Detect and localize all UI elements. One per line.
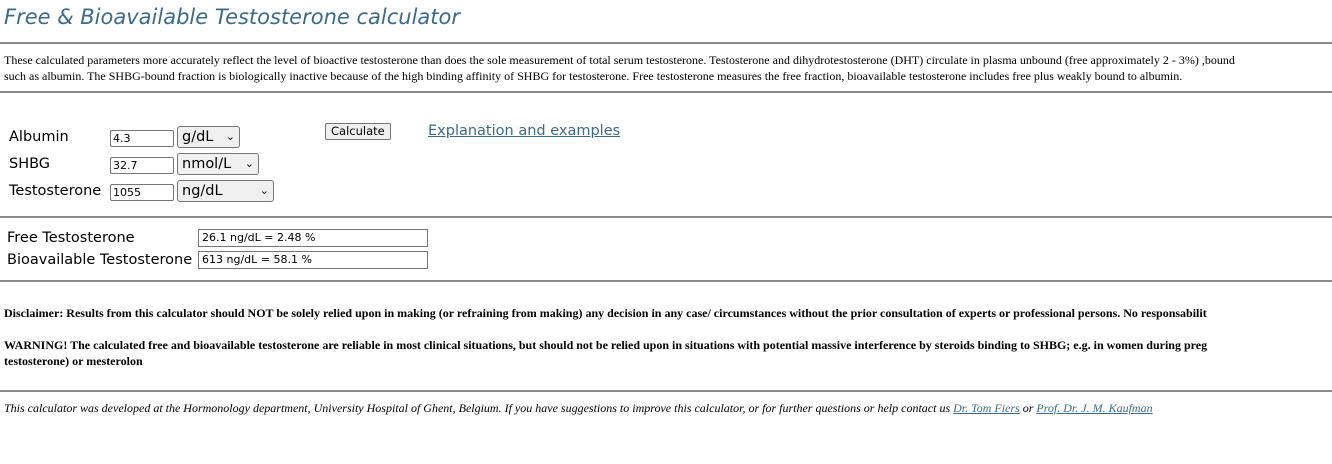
contact-link-kaufman[interactable]: Prof. Dr. J. M. Kaufman <box>1036 401 1153 415</box>
divider <box>0 42 1332 44</box>
shbg-unit-value: nmol/L <box>182 156 232 172</box>
shbg-input[interactable]: 32.7 <box>110 157 174 174</box>
bioavailable-testosterone-output: 613 ng/dL = 58.1 % <box>198 251 428 269</box>
divider <box>0 91 1332 93</box>
footer-credit <box>4 401 1153 416</box>
footer-or: or <box>1022 401 1034 415</box>
warning-line: testosterone) or mesterolon <box>4 354 143 368</box>
intro-line: such as albumin. The SHBG-bound fraction is biologically inactive because of the high binding affinity of SHBG for testosterone. Free testosterone measures the free fraction, bioavailable testosterone includes free plus weakly bound to albumin. <box>4 69 1183 83</box>
albumin-input[interactable]: 4.3 <box>110 130 174 147</box>
intro-line: These calculated parameters more accurately reflect the level of bioactive testosterone than does the sole measurement of total serum testosterone. Testosterone and dihydrotestosterone (DHT) circulate in plasma unbound (free approximately 2 - 3%) ,bound <box>4 53 1235 67</box>
chevron-down-icon: ⌄ <box>259 184 269 197</box>
warning-line: WARNING! The calculated free and bioavailable testosterone are reliable in most clinical situations, but should not be relied upon in situations with potential massive interference by steroids binding to SHBG; e.g. in women during preg <box>4 338 1208 352</box>
chevron-down-icon: ⌄ <box>244 157 254 170</box>
explanation-link[interactable]: Explanation and examples <box>428 123 621 139</box>
albumin-unit-select[interactable] <box>177 126 240 148</box>
intro-text <box>4 52 1332 84</box>
page-title: Free & Bioavailable Testosterone calculator <box>4 5 461 29</box>
disclaimer-text: Disclaimer: Results from this calculator should NOT be solely relied upon in making (or refraining from making) any decision in any case/ circumstances without the prior consultation of experts or professional persons. No responsabilit <box>4 306 1207 320</box>
albumin-unit-value: g/dL <box>182 129 214 145</box>
footer-text: This calculator was developed at the Hormonology department, University Hospital of Ghent, Belgium. If you have suggestions to improve this calculator, or for further questions or help contact us <box>4 401 951 415</box>
testosterone-label: Testosterone <box>9 183 102 199</box>
free-testosterone-label: Free Testosterone <box>7 230 135 246</box>
albumin-label: Albumin <box>9 129 69 145</box>
free-testosterone-output: 26.1 ng/dL = 2.48 % <box>198 229 428 247</box>
bioavailable-testosterone-label: Bioavailable Testosterone <box>7 252 193 268</box>
divider <box>0 280 1332 282</box>
warning-text <box>4 337 1207 369</box>
contact-link-fiers[interactable]: Dr. Tom Fiers <box>953 401 1020 415</box>
shbg-label: SHBG <box>9 156 51 172</box>
calculate-button[interactable]: Calculate <box>325 123 391 140</box>
divider <box>0 216 1332 218</box>
testosterone-unit-value: ng/dL <box>182 183 223 199</box>
chevron-down-icon: ⌄ <box>225 130 235 143</box>
divider <box>0 390 1332 392</box>
testosterone-unit-select[interactable] <box>177 180 274 202</box>
shbg-unit-select[interactable] <box>177 153 259 175</box>
testosterone-input[interactable]: 1055 <box>110 184 174 201</box>
